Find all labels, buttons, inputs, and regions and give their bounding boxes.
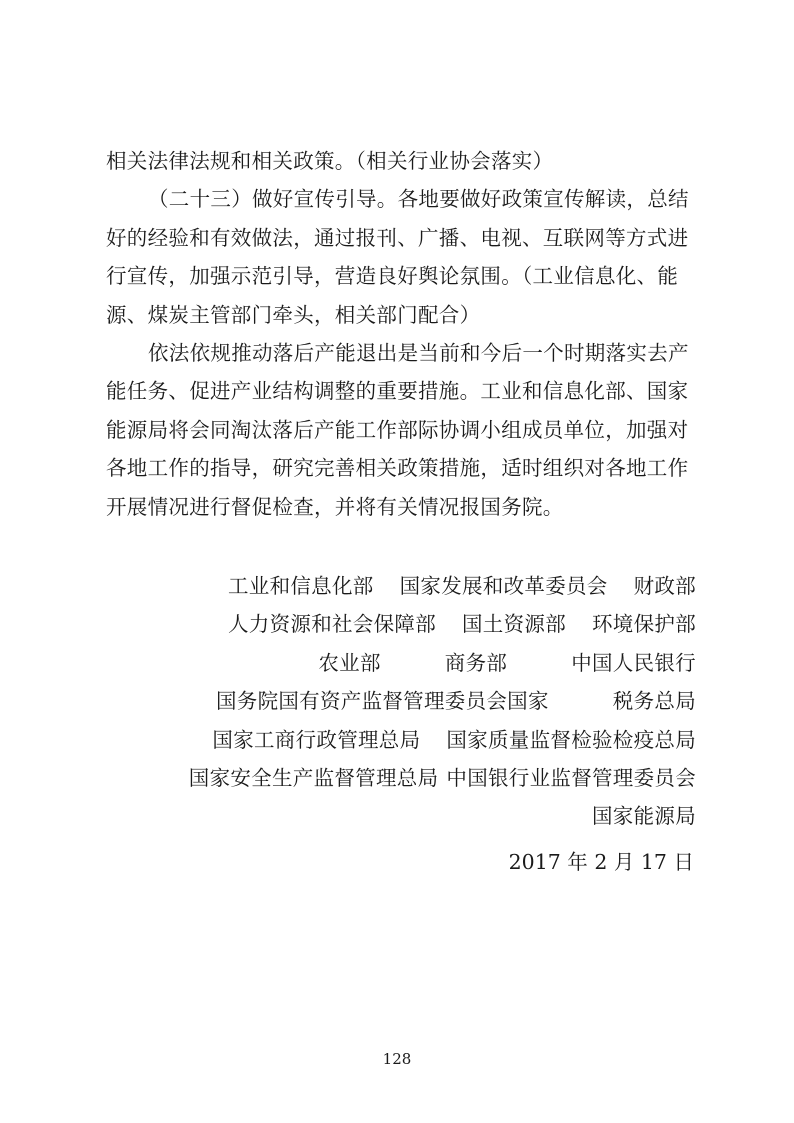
paragraph-continuation — [106, 142, 696, 180]
paragraph-conclusion — [106, 334, 696, 526]
text-line: 行宣传，加强示范引导，营造良好舆论氛围。（工业信息化、能 — [106, 264, 679, 289]
signatory: 国家质量监督检验检疫总局 — [446, 727, 696, 752]
signatory-block — [136, 567, 696, 836]
text-line: 依法依规推动落后产能退出是当前和今后一个时期落实去产 — [148, 341, 689, 366]
signatory: 财政部 — [633, 574, 696, 598]
signatory: 税务总局 — [612, 689, 696, 714]
signatory: 中国人民银行 — [571, 650, 696, 675]
signatory-row — [136, 797, 696, 835]
signatory: 国务院国有资产监督管理委员会国家 — [215, 689, 549, 714]
signatory-row — [136, 682, 696, 720]
signatory: 中国银行业监督管理委员会 — [446, 766, 696, 791]
text-line: 能任务、促进产业结构调整的重要措施。工业和信息化部、国家 — [106, 379, 689, 404]
page-number: 128 — [382, 1050, 412, 1068]
signatory: 国家发展和改革委员会 — [399, 574, 608, 598]
signatory-row — [136, 605, 696, 643]
body-text — [106, 142, 696, 526]
signatory-row — [136, 567, 696, 605]
signatory: 农业部 — [318, 650, 381, 675]
text-line: 开展情况进行督促检查，并将有关情况报国务院。 — [106, 494, 564, 519]
text-line: 好的经验和有效做法，通过报刊、广播、电视、互联网等方式进 — [106, 225, 689, 250]
signatory: 人力资源和社会保障部 — [228, 612, 436, 637]
text-line: 相关法律法规和相关政策。（相关行业协会落实） — [106, 149, 554, 173]
signatory: 国家安全生产监督管理总局 — [188, 766, 439, 791]
signatory: 工业和信息化部 — [227, 574, 374, 598]
text-line: 各地工作的指导，研究完善相关政策措施，适时组织对各地工作 — [106, 456, 689, 481]
signatory: 国家能源局 — [592, 804, 696, 829]
text-line: （二十三）做好宣传引导。各地要做好政策宣传解读，总结 — [148, 187, 689, 212]
signatory-row — [136, 759, 696, 797]
signatory-row — [136, 644, 696, 682]
paragraph-publicity — [106, 180, 696, 334]
signatory: 商务部 — [444, 650, 508, 675]
signatory-row — [136, 721, 696, 759]
signatory: 国土资源部 — [462, 612, 566, 637]
text-line: 源、煤炭主管部门牵头，相关部门配合） — [106, 302, 481, 327]
text-line: 能源局将会同淘汰落后产能工作部际协调小组成员单位，加强对 — [106, 417, 689, 442]
document-date: 2017 年 2 月 17 日 — [508, 850, 694, 874]
signatory: 国家工商行政管理总局 — [212, 727, 421, 752]
signatory: 环境保护部 — [592, 612, 696, 637]
